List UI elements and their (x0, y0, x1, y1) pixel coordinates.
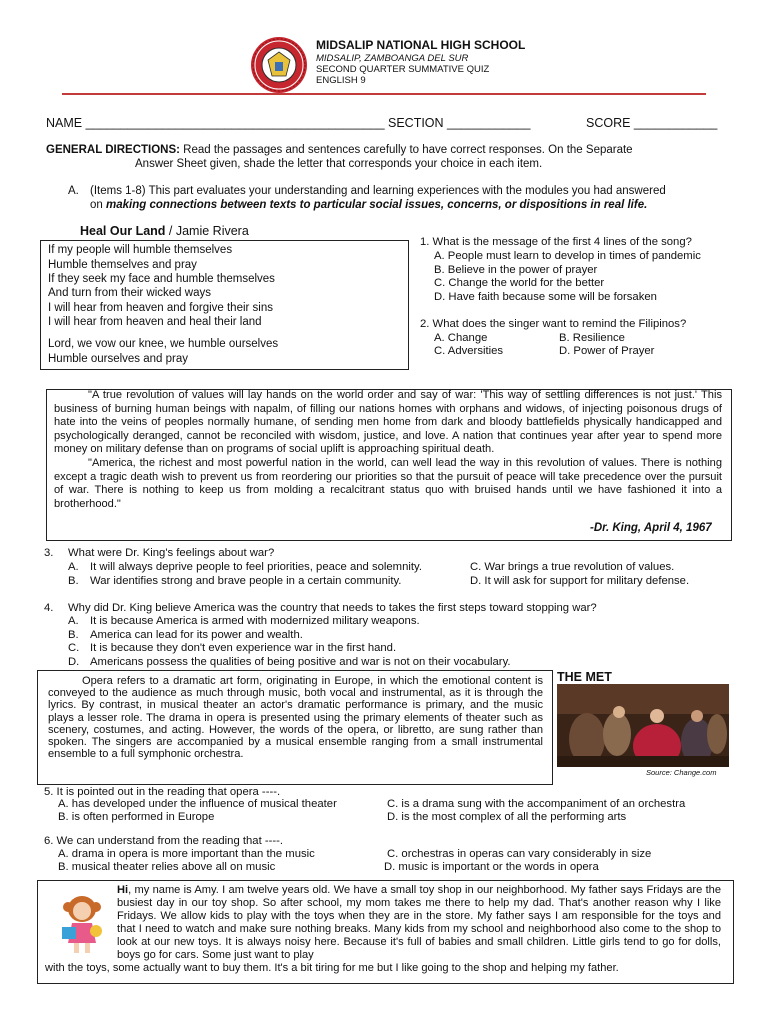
q6-option-a: A. drama in opera is more important than the music (58, 848, 315, 860)
song-line: If my people will humble themselves (48, 244, 233, 256)
q3-option-b-letter: B. (68, 575, 79, 587)
q3-option-a: It will always deprive people to feel priorities, peace and solemnity. (90, 561, 422, 573)
school-name: MIDSALIP NATIONAL HIGH SCHOOL (316, 38, 526, 52)
song-line: I will hear from heaven and heal their land (48, 316, 262, 328)
directions-text-2: Answer Sheet given, shade the letter that corresponds your choice in each item. (135, 158, 543, 170)
quiz-title: SECOND QUARTER SUMMATIVE QUIZ (316, 64, 490, 75)
girl-with-toys-illustration (56, 893, 108, 955)
q1-option-b: B. Believe in the power of prayer (434, 264, 598, 276)
amy-hi: Hi (117, 884, 129, 896)
score-field: SCORE ____________ (586, 116, 718, 130)
header-divider (62, 93, 706, 95)
opera-stage-photo (557, 684, 729, 767)
king-attribution: -Dr. King, April 4, 1967 (590, 522, 712, 534)
q1-option-a: A. People must learn to develop in times of pandemic (434, 250, 701, 262)
q3-option-d: D. It will ask for support for military defense. (470, 575, 690, 587)
question-4-stem: Why did Dr. King believe America was the country that needs to takes the first steps toward stopping war? (68, 602, 597, 614)
king-passage (54, 389, 722, 511)
q4-option-b: America can lead for its power and wealth. (90, 629, 303, 641)
directions-text: Read the passages and sentences carefully to have correct responses. On the Separate (179, 144, 633, 156)
king-paragraph-1: "A true revolution of values will lay hands on the world order and say of war: 'This way of settling differences is not just.' This business of burning human beings with napalm, of filling our nations homes with orphans and widows, of injecting poisonous drugs of hate into the veins of peoples normally humane, of sending men home from dark and bloody battlefields physically handicapped and psychologically deranged, cannot be reconciled with wisdom, justice, and love. A nation that continues year after year to spend more money on military defense than on programs of social uplift is approaching spiritual death. (54, 389, 722, 456)
section-field: SECTION ____________ (388, 116, 531, 130)
the-met-label: THE MET (557, 670, 612, 684)
question-1-stem: 1. What is the message of the first 4 lines of the song? (420, 236, 692, 248)
amy-last-line: with the toys, some actually want to buy them. It's a bit tiring for me but I like going to the shop and helping my father. (45, 962, 619, 974)
q4-number: 4. (44, 602, 54, 614)
q4-option-d-letter: D. (68, 656, 80, 668)
part-a-on: on (90, 199, 106, 211)
song-line: Humble ourselves and pray (48, 353, 188, 365)
q1-option-c: C. Change the world for the better (434, 277, 605, 289)
q4-option-b-letter: B. (68, 629, 79, 641)
song-line: I will hear from heaven and forgive their sins (48, 302, 273, 314)
amy-text: , my name is Amy. I am twelve years old. We have a small toy shop in our neighborhood. My father says Fridays are the busiest day in our toy shop. So after school, my mom takes me there to help my dad. That's another reason why I like Fridays. We allow kids to play with the toys when they are in the store. My father says I am responsible for the toys and that I need to watch and make sure nothing breaks. Many kids from my school and neighborhood also come to the shop to look at our new toys. It is always noisy here. Because it's full of babies and small children. Little girls tend to go for dolls, boys go for cars. Some just want to play (117, 884, 721, 961)
question-2-stem: 2. What does the singer want to remind the Filipinos? (420, 318, 687, 330)
part-a-instructions (68, 184, 738, 212)
question-6-stem: 6. We can understand from the reading that ----. (44, 835, 284, 847)
q1-option-d: D. Have faith because some will be forsaken (434, 291, 657, 303)
q3-number: 3. (44, 547, 54, 559)
q5-option-a: A. has developed under the influence of musical theater (58, 798, 337, 810)
song-line: If they seek my face and humble themselves (48, 273, 275, 285)
name-field: NAME ___________________________________________ (46, 116, 385, 130)
q3-option-a-letter: A. (68, 561, 79, 573)
q5-option-d: D. is the most complex of all the performing arts (387, 811, 627, 823)
q2-option-c: C. Adversities (434, 345, 504, 357)
q4-option-c-letter: C. (68, 642, 80, 654)
q6-option-c: C. orchestras in operas can vary considerably in size (387, 848, 652, 860)
photo-source: Source: Change.com (646, 768, 717, 777)
q6-option-d: D. music is important or the words in opera (384, 861, 599, 873)
song-line: Humble themselves and pray (48, 259, 197, 271)
opera-passage: Opera refers to a dramatic art form, originating in Europe, in which the emotional content is conveyed to the audience as much through music, both vocal and instrumental, as it is through the lyrics. By contrast, in musical theater an actor's dramatic performance is primary, and the music plays a lesser role. The drama in opera is presented using the primary elements of theater such as scenery, costumes, and acting. However, the words of the opera, or libretto, are sung rather than spoken. The singers are accompanied by a musical ensemble ranging from a small instrumental ensemble to a full symphonic orchestra. (48, 675, 543, 761)
amy-passage (117, 884, 721, 961)
q3-option-b: War identifies strong and brave people in a certain community. (90, 575, 402, 587)
song-line: Lord, we vow our knee, we humble ourselves (48, 338, 279, 350)
q3-option-c: C. War brings a true revolution of values. (470, 561, 675, 573)
q4-option-a: It is because America is armed with modernized military weapons. (90, 615, 420, 627)
school-location: MIDSALIP, ZAMBOANGA DEL SUR (316, 53, 469, 64)
part-a-emphasis: making connections between texts to particular social issues, concerns, or dispositions in real life. (106, 199, 648, 211)
q6-option-b: B. musical theater relies above all on music (58, 861, 276, 873)
directions-label: GENERAL DIRECTIONS: (46, 144, 180, 156)
song-title (80, 224, 249, 238)
q4-option-d: Americans possess the qualities of being positive and war is not on their vocabulary. (90, 656, 511, 668)
question-3-stem: What were Dr. King's feelings about war? (68, 547, 275, 559)
q5-option-c: C. is a drama sung with the accompaniment of an orchestra (387, 798, 686, 810)
question-5-stem: 5. It is pointed out in the reading that opera ----. (44, 786, 281, 798)
song-title-text: Heal Our Land (80, 224, 166, 238)
q2-option-b: B. Resilience (559, 332, 625, 344)
song-line: And turn from their wicked ways (48, 287, 211, 299)
part-a-letter: A. (68, 185, 79, 197)
q2-option-d: D. Power of Prayer (559, 345, 655, 357)
part-a-text: (Items 1-8) This part evaluates your understanding and learning experiences with the modules you had answered (90, 185, 666, 197)
q2-option-a: A. Change (434, 332, 488, 344)
song-author: / Jamie Rivera (165, 224, 249, 238)
subject: ENGLISH 9 (316, 75, 366, 86)
q4-option-c: It is because they don't even experience war in the first hand. (90, 642, 397, 654)
general-directions (46, 143, 736, 171)
q5-option-b: B. is often performed in Europe (58, 811, 215, 823)
school-seal (250, 36, 308, 94)
king-paragraph-2: "America, the richest and most powerful nation in the world, can well lead the way in this revolution of values. There is nothing except a tragic death wish to prevent us from reordering our priorities so that the pursuit of peace will take precedence over the pursuit of war. There is nothing to keep us from molding a recalcitrant status quo with bruised hands until we have fashioned it into a brotherhood." (54, 456, 722, 510)
q4-option-a-letter: A. (68, 615, 79, 627)
